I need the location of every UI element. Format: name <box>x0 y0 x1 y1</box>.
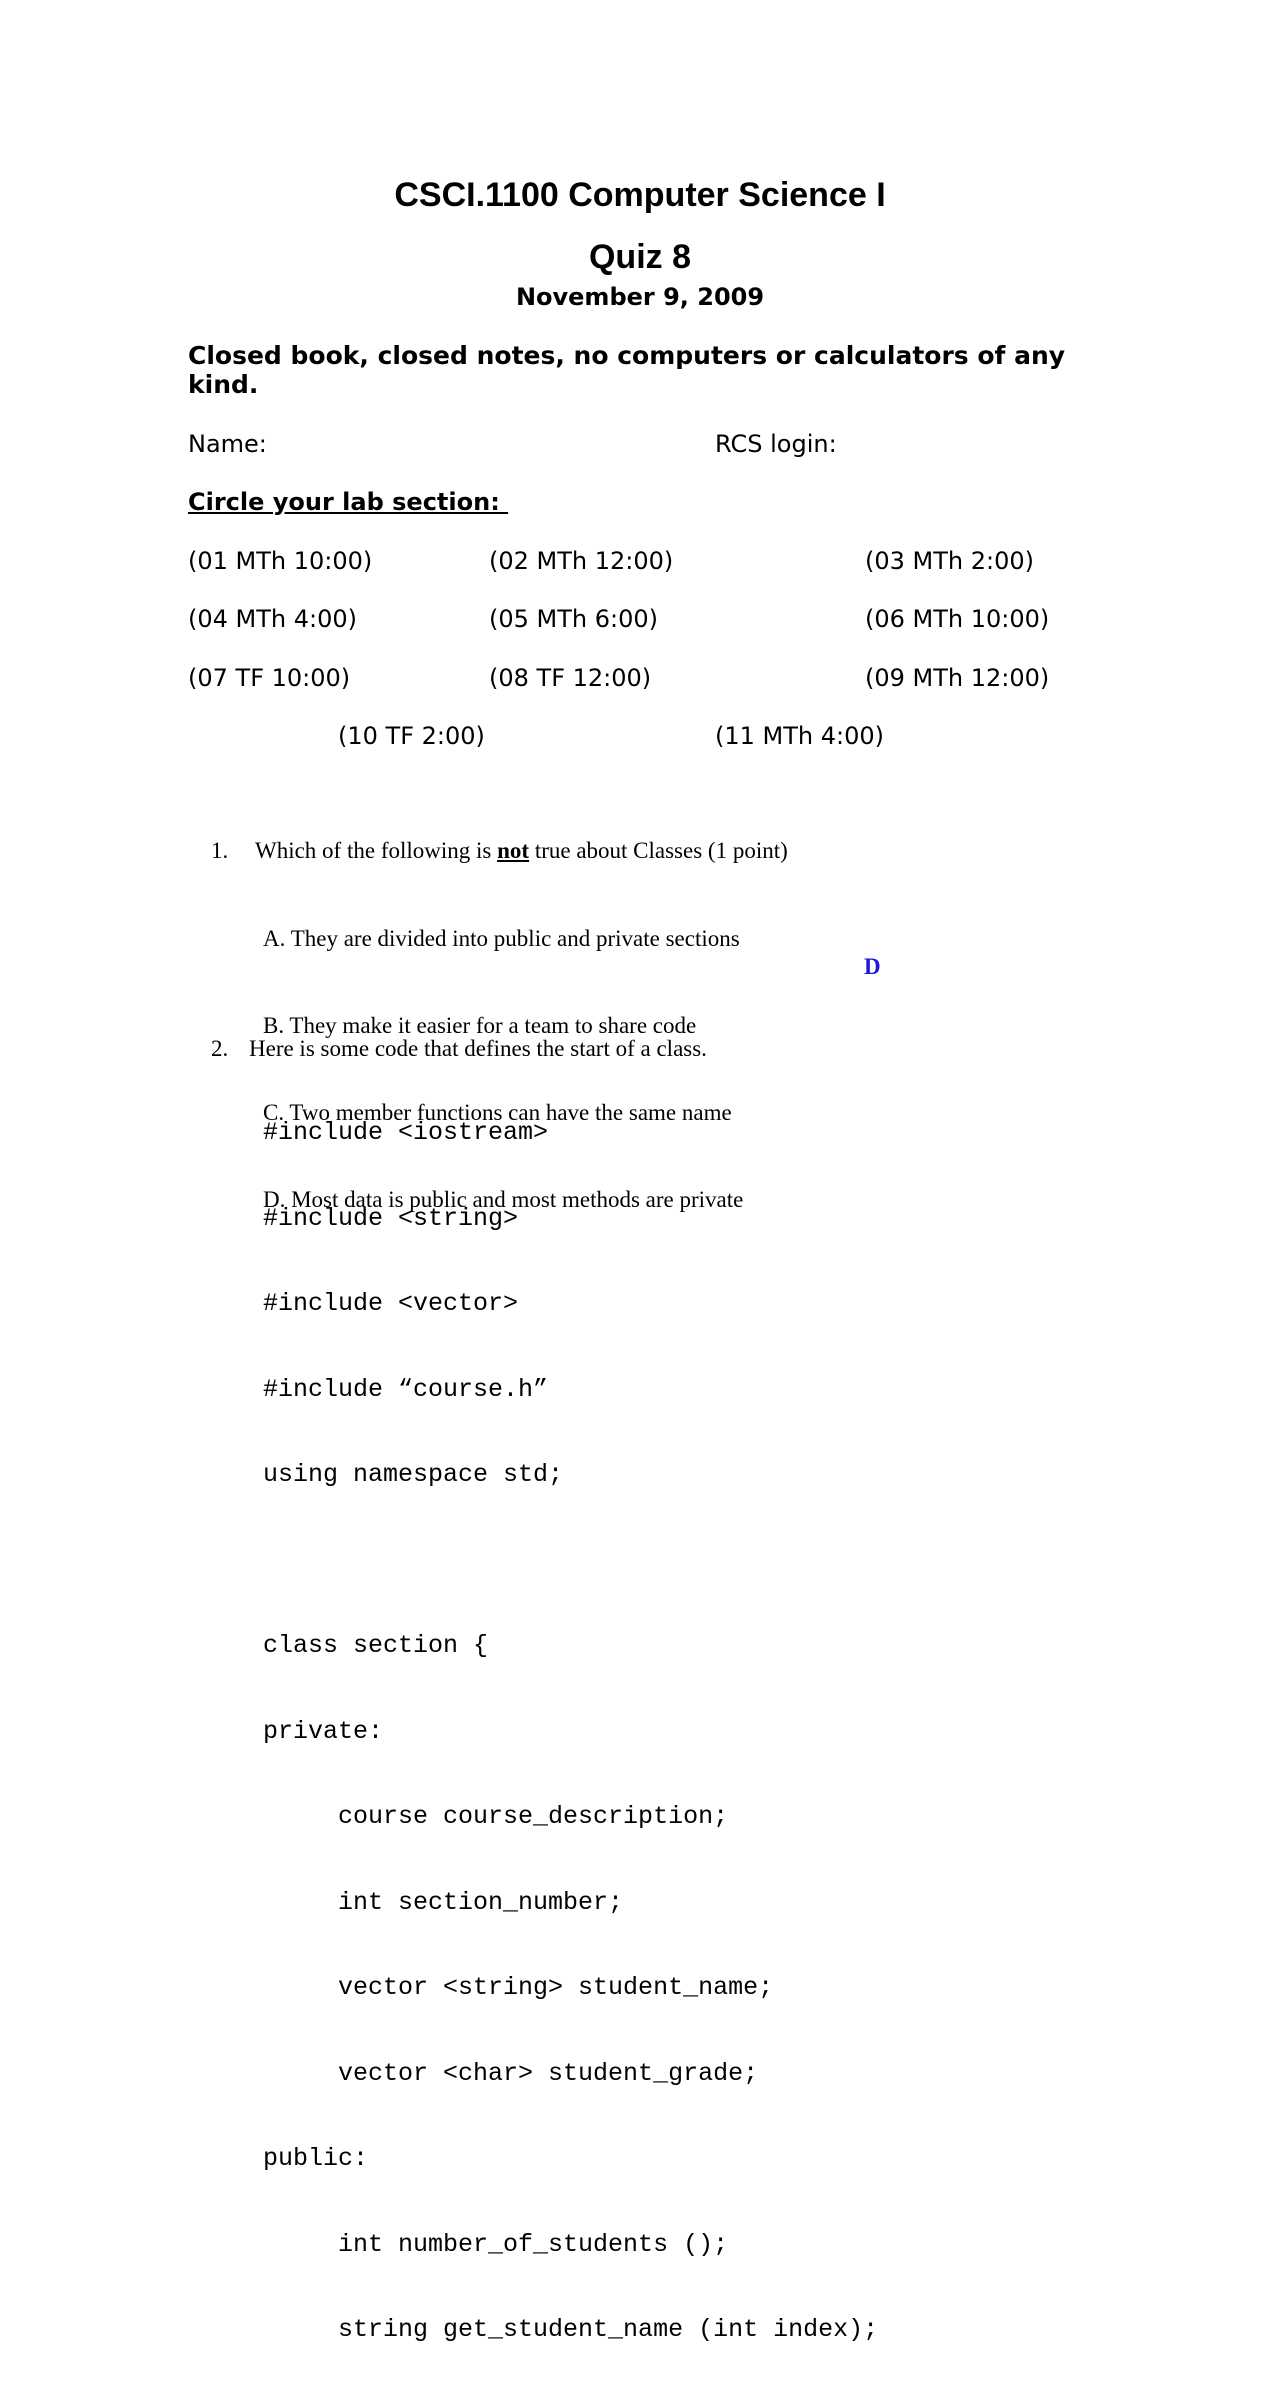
question-1-emphasis: not <box>497 838 530 863</box>
lab-section-option[interactable]: (07 TF 10:00) <box>188 664 351 692</box>
choice-a[interactable]: A. They are divided into public and private sections <box>263 926 740 951</box>
lab-section-option[interactable]: (04 MTh 4:00) <box>188 605 357 633</box>
exam-instructions: Closed book, closed notes, no computers or calculators of any kind. <box>188 341 1066 399</box>
code-line: int section_number; <box>263 1887 624 1917</box>
rcs-login-label: RCS login: <box>715 430 837 458</box>
lab-section-option[interactable]: (01 MTh 10:00) <box>188 547 373 575</box>
code-line: #include “course.h” <box>263 1374 549 1404</box>
code-line: class section { <box>263 1631 489 1660</box>
choice-d[interactable]: D. Most data is public and most methods are private <box>263 1187 744 1212</box>
code-line: course course_description; <box>263 1802 729 1831</box>
code-line: vector <string> student_name; <box>263 1973 774 2002</box>
code-line: private: <box>263 1716 384 1746</box>
code-line: int number_of_students (); <box>263 2229 729 2259</box>
code-listing <box>263 1062 878 2402</box>
code-line: using namespace std; <box>263 1460 564 1489</box>
choice-c[interactable]: C. Two member functions can have the same name <box>263 1100 732 1125</box>
lab-section-option[interactable]: (03 MTh 2:00) <box>865 547 1034 575</box>
code-line: string get_student_name (int index); <box>263 2315 879 2344</box>
lab-section-heading: Circle your lab section: <box>188 488 509 516</box>
code-line: vector <char> student_grade; <box>263 2058 759 2088</box>
quiz-title: Quiz 8 <box>588 238 692 276</box>
question-1-text-after: true about Classes (1 point) <box>529 838 788 863</box>
lab-section-option[interactable]: (08 TF 12:00) <box>489 664 652 692</box>
code-line <box>263 1547 878 1576</box>
lab-section-option[interactable]: (06 MTh 10:00) <box>865 605 1050 633</box>
question-2-number: 2. <box>211 1036 229 1061</box>
choice-b[interactable]: B. They make it easier for a team to share code <box>263 1013 697 1038</box>
quiz-date: November 9, 2009 <box>515 283 765 311</box>
question-1-answer: D <box>864 954 881 979</box>
lab-section-option[interactable]: (09 MTh 12:00) <box>865 664 1050 692</box>
lab-section-option[interactable]: (05 MTh 6:00) <box>489 605 658 633</box>
lab-section-option[interactable]: (11 MTh 4:00) <box>715 722 884 750</box>
course-title: CSCI.1100 Computer Science I <box>394 176 886 214</box>
code-line: #include <vector> <box>263 1289 519 1318</box>
code-line: #include <string> <box>263 1203 519 1233</box>
code-line: public: <box>263 2144 369 2173</box>
question-1-text-before: Which of the following is <box>255 838 498 863</box>
code-line: #include <iostream> <box>263 1118 549 1147</box>
lab-section-option[interactable]: (02 MTh 12:00) <box>489 547 674 575</box>
lab-section-option[interactable]: (10 TF 2:00) <box>338 722 485 750</box>
name-label: Name: <box>188 430 267 458</box>
question-2-text: Here is some code that defines the start of a class. <box>249 1036 707 1061</box>
question-1-number: 1. <box>211 838 229 863</box>
